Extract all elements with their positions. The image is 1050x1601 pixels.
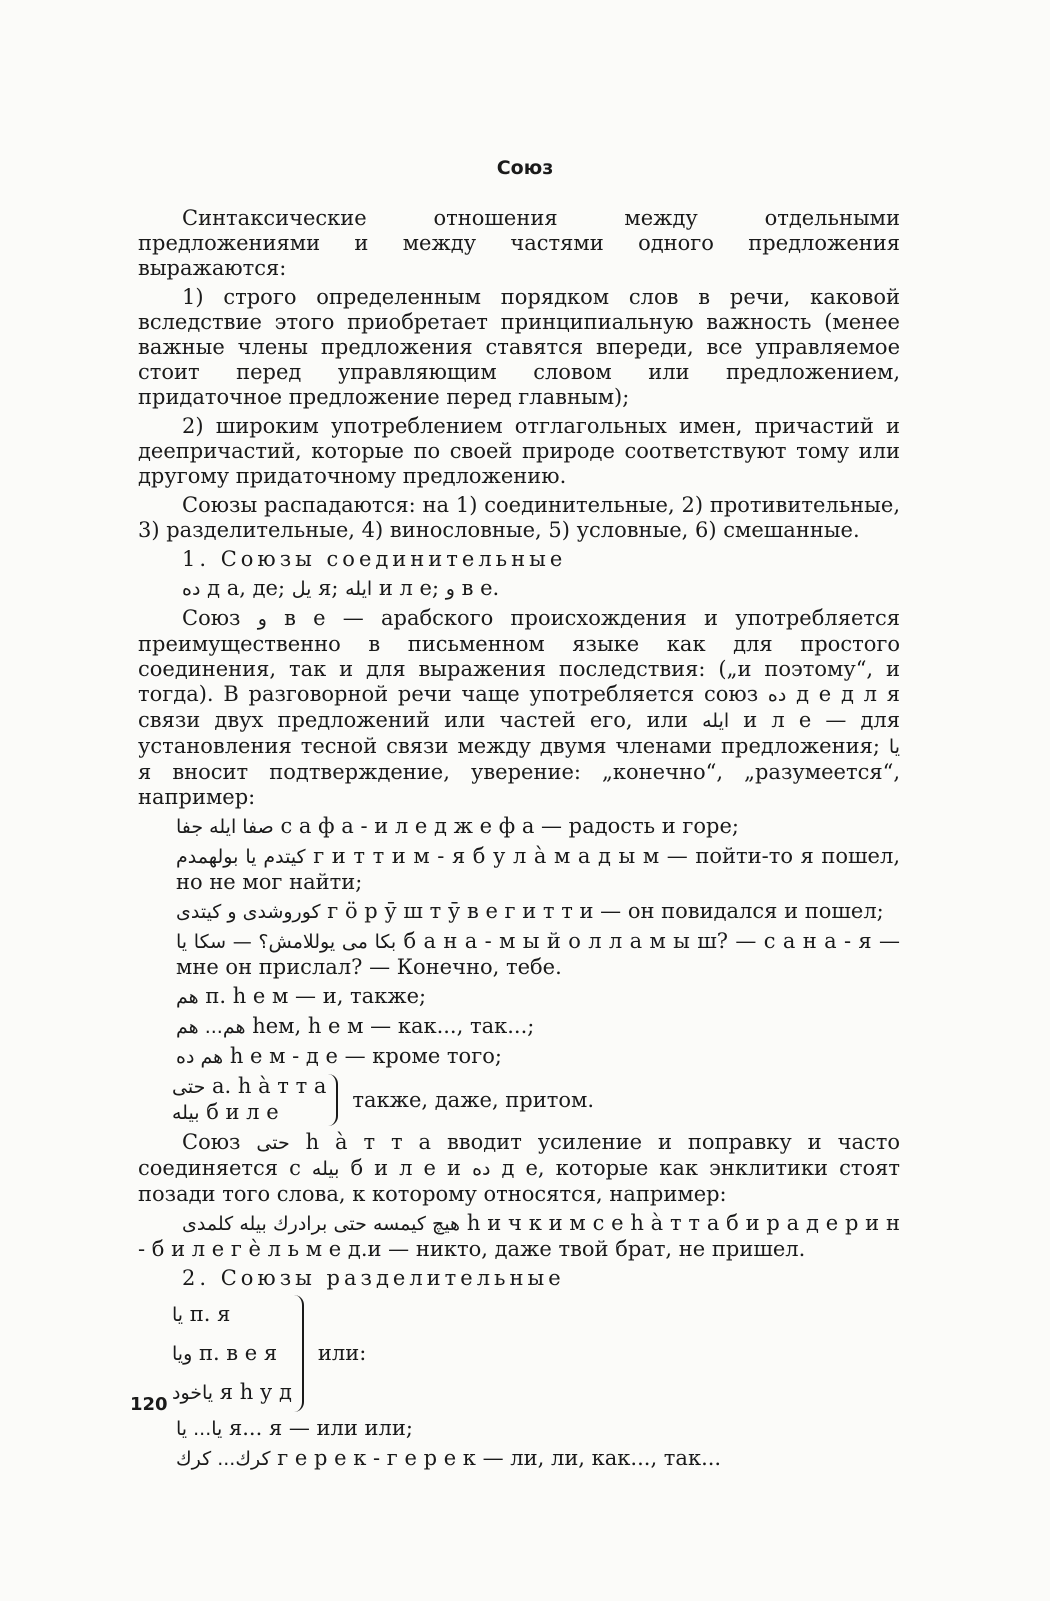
text-span: д е, которые как энклитики стоят позади того слова, к которому относятся, например: — [138, 1156, 900, 1206]
arabic-word: هم... هم — [176, 1016, 246, 1038]
arabic-word: يا... يا — [176, 1418, 223, 1440]
text-span: б и л е и — [350, 1156, 462, 1180]
brace-line — [172, 1074, 326, 1100]
example — [138, 1044, 900, 1070]
paragraph: 1) строго определенным порядком слов в речи, каковой вследствие этого приобретает принципиальную важность (менее важные члены предложения ставятся впереди, все управляемое стоит перед управляющим словом или предложением, придаточное предложение перед главным); — [138, 285, 900, 409]
brace-lines — [172, 1295, 304, 1412]
example-text: б а н а - м ы й о л л а м ы ш? — с а н а - я — мне он прислал? — Конечно, тебе. — [176, 929, 900, 979]
translit: п. в е я — [198, 1341, 278, 1365]
example — [138, 929, 900, 980]
arabic-word: هيچ كيمسه حتى برادرك بيله كلمدى — [182, 1213, 461, 1235]
text-span: и л е — для установления тесной связи между двумя членами предложения; — [138, 708, 900, 758]
example-text: с а ф а - и л е д ж е ф а — радость и горе; — [280, 814, 739, 838]
brace-label: или: — [317, 1341, 367, 1365]
arabic-word: حتى — [172, 1076, 206, 1098]
example — [138, 1446, 900, 1472]
arabic-word: كيتدم يا بولهمدم — [176, 846, 306, 868]
section-heading: 1. Союзы соединительные — [182, 547, 567, 571]
brace-group — [172, 1074, 900, 1126]
translit: б и л е — [206, 1100, 279, 1124]
translit: я h у д — [219, 1380, 292, 1404]
arabic-word: ايله — [702, 710, 730, 732]
text-span: Союз — [182, 606, 241, 630]
conjunction-list — [138, 576, 900, 602]
arabic-word: هم ده — [176, 1046, 224, 1068]
arabic-word: كرك... كرك — [176, 1448, 271, 1470]
text-span: д е д л я связи двух предложений или частей его, или — [138, 682, 900, 732]
translit: в е. — [461, 576, 500, 600]
example — [138, 1014, 900, 1040]
translit: а. h а̀ т т а — [212, 1074, 327, 1098]
text-span: Союз — [182, 1130, 241, 1154]
translit: п. я — [189, 1302, 231, 1326]
brace-label: также, даже, притом. — [352, 1087, 595, 1112]
arabic-word: ايله — [345, 578, 373, 600]
text-span: h а̀ т т а вводит усиление и поправку и часто соединяется с — [138, 1130, 900, 1180]
brace-line — [172, 1334, 292, 1373]
arabic-word: يل — [291, 578, 312, 600]
arabic-word: ده — [472, 1158, 491, 1180]
arabic-word: بيله — [311, 1158, 340, 1180]
paragraph: Союзы распадаются: на 1) соединительные, 2) противительные, 3) разделительные, 4) винословные, 5) условные, 6) смешанные. — [138, 493, 900, 542]
arabic-word: بكا مى يوللامش؟ — سكا يا — [176, 931, 397, 953]
arabic-word: ده — [767, 684, 787, 706]
example — [138, 1416, 900, 1442]
example — [138, 984, 900, 1010]
translit: я; — [318, 576, 339, 600]
example-text: hем, h е м — как..., так...; — [252, 1014, 535, 1038]
example — [138, 814, 900, 840]
translit: и л е; — [378, 576, 440, 600]
example-text: я... я — или или; — [229, 1416, 413, 1440]
brace-line — [172, 1100, 326, 1126]
example-text: г ö р ӯ ш т ӯ в е г и т т и — он повидался и пошел; — [327, 899, 884, 923]
paragraph: 2) широким употреблением отглагольных имен, причастий и деепричастий, которые по своей природе соответствуют тому или другому придаточному предложению. — [138, 414, 900, 488]
paragraph: Синтаксические отношения между отдельными предложениями и между частями одного предложения выражаются: — [138, 206, 900, 280]
example-text: г е р е к - г е р е к — ли, ли, как..., так... — [277, 1446, 722, 1470]
arabic-word: يا — [888, 736, 900, 758]
brace-lines — [172, 1074, 338, 1126]
arabic-word: يا — [172, 1304, 184, 1326]
paragraph — [138, 606, 900, 810]
example — [138, 899, 900, 925]
arabic-word: صفا ايله جفا — [176, 816, 274, 838]
example — [138, 844, 900, 895]
example-text: h е м - д е — кроме того; — [229, 1044, 502, 1068]
arabic-word: و — [257, 608, 267, 630]
brace-line — [172, 1373, 292, 1412]
example-text: г и т т и м - я б у л а̀ м а д ы м — пойти-то я пошел, но не мог найти; — [176, 844, 900, 894]
text-span: я вносит подтверждение, уверение: „конечно“, „разумеется“, например: — [138, 760, 900, 809]
text-span: в е — арабского происхождения и употребляется преимущественно в письменном языке как для простого соединения, так и для выражения последствия: („и поэтому“, и тогда). В разговорной речи чаще употребляется союз — [138, 606, 900, 706]
page-number: 120 — [130, 1394, 168, 1415]
brace-group — [172, 1295, 900, 1412]
section-heading: 2. Союзы разделительные — [182, 1266, 565, 1290]
example-text: п. h е м — и, также; — [205, 984, 427, 1008]
example — [138, 1211, 900, 1262]
arabic-word: بيله — [172, 1102, 200, 1124]
translit: д а, де; — [207, 576, 286, 600]
brace-line — [172, 1295, 292, 1334]
text-body — [138, 206, 900, 1476]
arabic-word: ويا — [172, 1343, 193, 1365]
arabic-word: كوروشدى و كيتدى — [176, 901, 321, 923]
arabic-word: و — [445, 578, 455, 600]
arabic-word: هم — [176, 986, 199, 1008]
paragraph — [138, 1130, 900, 1207]
arabic-word: ياخود — [172, 1382, 214, 1404]
arabic-word: حتى — [256, 1132, 290, 1154]
page-title: Союз — [496, 157, 554, 179]
example-text: h и ч к и м с е h а̀ т т а б и р а д е р и н - б и л е г ѐ л ь м е д.и — никто, даже твой брат, не пришел. — [138, 1211, 900, 1261]
arabic-word: ده — [182, 578, 201, 600]
